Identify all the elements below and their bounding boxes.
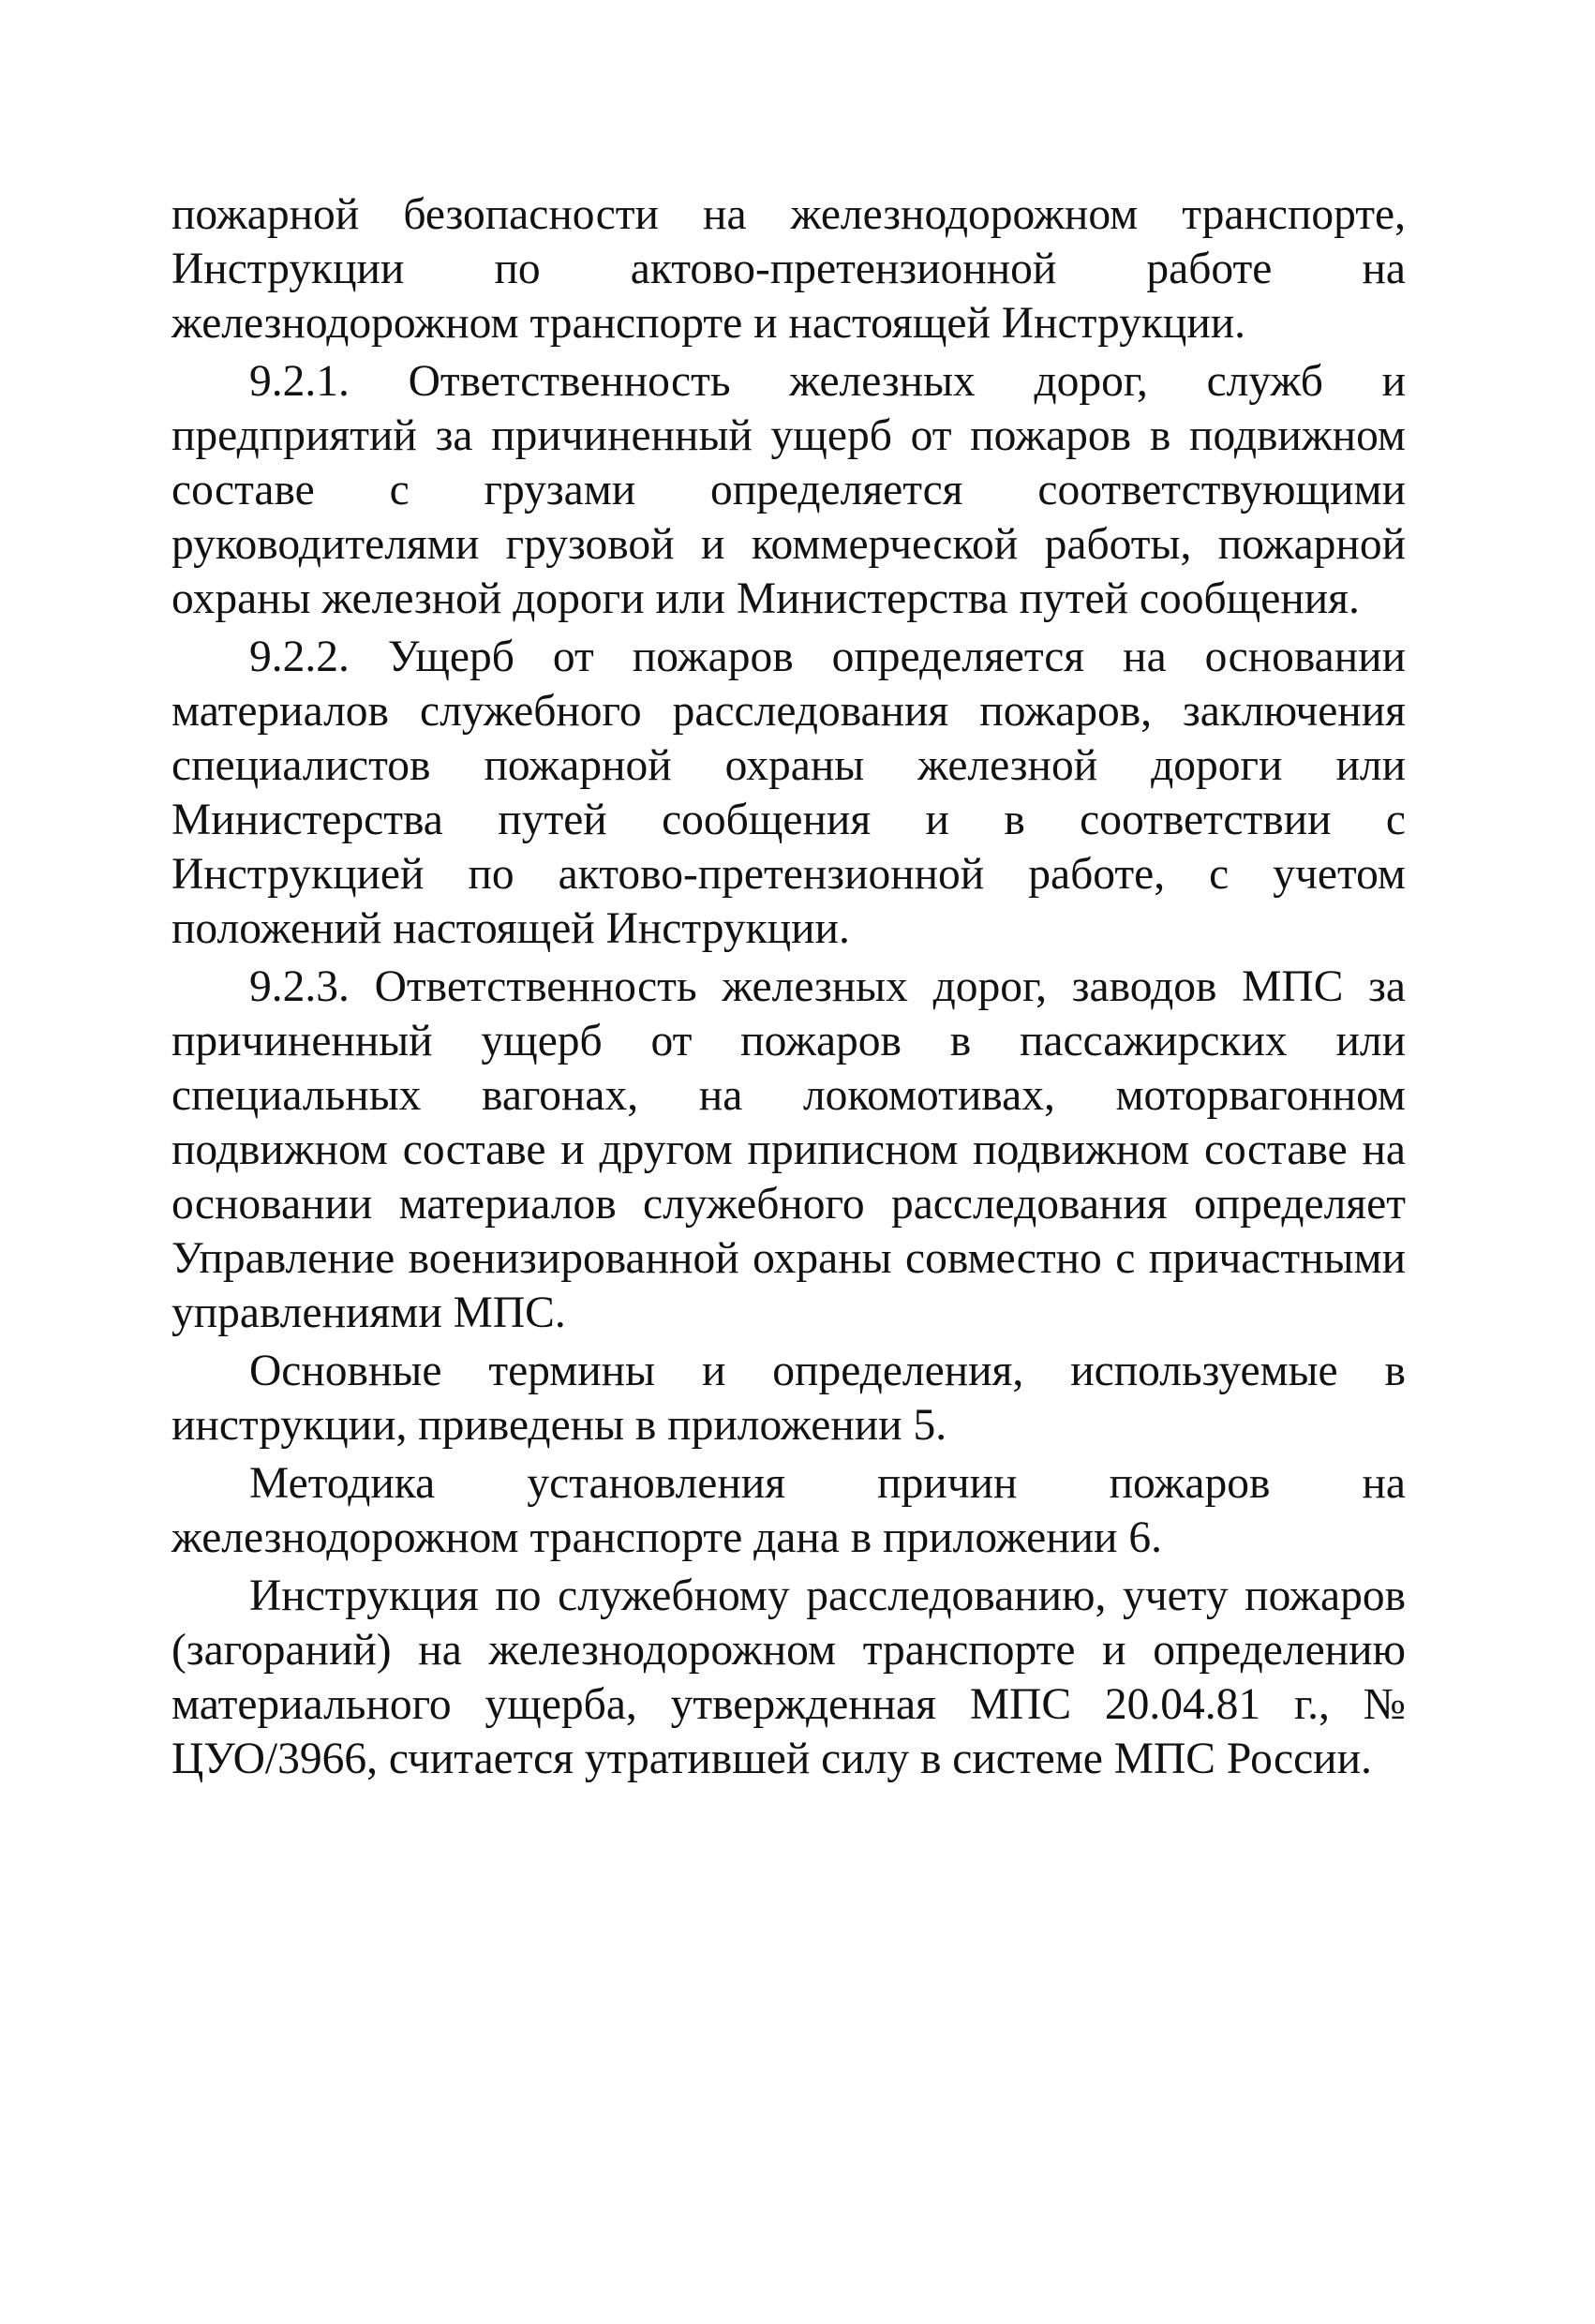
paragraph-continuation: пожарной безопасности на железнодорожном транспорте, Инструкции по актово-претензионной работе на железнодорожном транспорте и настоящей Инструкции. — [171, 190, 1406, 348]
body-text — [171, 187, 1406, 1790]
paragraph-9-2-1: 9.2.1. Ответственность железных дорог, служб и предприятий за причиненный ущерб от пожаров в подвижном составе с грузами определяется соответствующими руководителями грузовой и коммерческой работы, пожарной охраны железной дороги или Министерства путей сообщения. — [171, 357, 1406, 623]
paragraph-terms: Основные термины и определения, используемые в инструкции, приведены в приложении 5. — [171, 1347, 1406, 1450]
paragraph-methodology: Методика установления причин пожаров на железнодорожном транспорте дана в приложении 6. — [171, 1459, 1406, 1562]
paragraph-9-2-3: 9.2.3. Ответственность железных дорог, заводов МПС за причиненный ущерб от пожаров в пассажирских или специальных вагонах, на локомотивах, моторвагонном подвижном составе и другом приписном подвижном составе на основании материалов служебного расследования определяет Управление военизированной охраны совместно с причастными управлениями МПС. — [171, 962, 1406, 1337]
paragraph-9-2-2: 9.2.2. Ущерб от пожаров определяется на основании материалов служебного расследования пожаров, заключения специалистов пожарной охраны железной дороги или Министерства путей сообщения и в соответствии с Инструкцией по актово-претензионной работе, с учетом положений настоящей Инструкции. — [171, 633, 1406, 953]
paragraph-supersedes: Инструкция по служебному расследованию, учету пожаров (загораний) на железнодорожном транспорте и определению материального ущерба, утвержденная МПС 20.04.81 г., № ЦУО/3966, считается утратившей силу в системе МПС России. — [171, 1572, 1406, 1783]
